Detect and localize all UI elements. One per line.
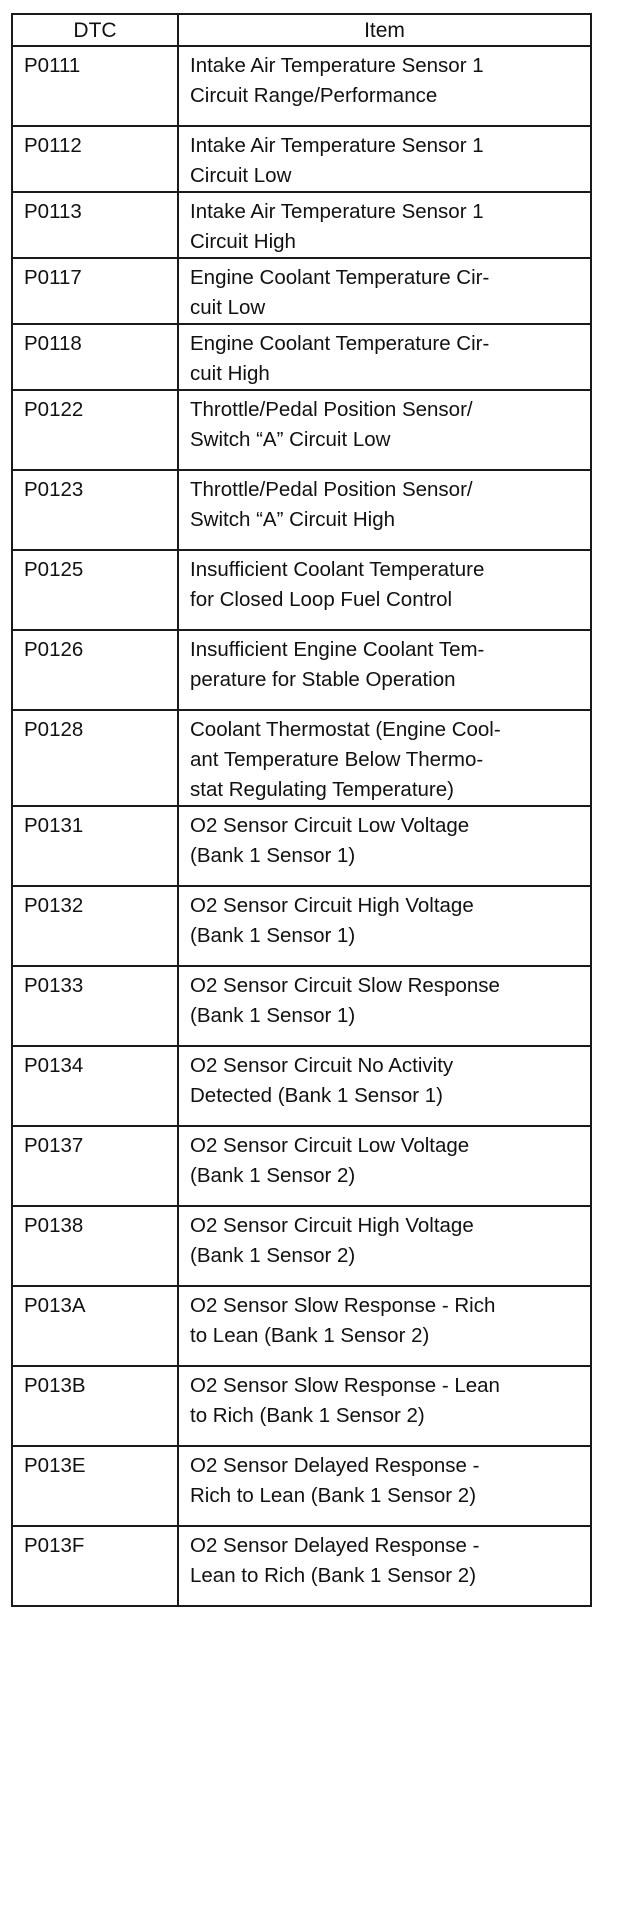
dtc-description [178, 1126, 591, 1206]
dtc-description [178, 966, 591, 1046]
description-line: Circuit High [190, 230, 296, 253]
dtc-code: P0138 [12, 1206, 178, 1286]
table-row [12, 1526, 591, 1606]
description-line: (Bank 1 Sensor 2) [190, 1164, 356, 1187]
description-line: Detected (Bank 1 Sensor 1) [190, 1084, 443, 1107]
dtc-description [178, 1446, 591, 1526]
dtc-code: P013F [12, 1526, 178, 1606]
dtc-code: P0125 [12, 550, 178, 630]
dtc-description [178, 550, 591, 630]
table-row [12, 126, 591, 192]
table-header-row [12, 14, 591, 46]
description-line: stat Regulating Temperature) [190, 778, 454, 801]
table-row [12, 886, 591, 966]
table-row [12, 192, 591, 258]
dtc-description [178, 1526, 591, 1606]
description-line: Insufficient Engine Coolant Tem- [190, 638, 485, 661]
description-line: Throttle/Pedal Position Sensor/ [190, 398, 473, 421]
dtc-description [178, 46, 591, 126]
dtc-code: P0123 [12, 470, 178, 550]
table-row [12, 806, 591, 886]
description-line: Switch “A” Circuit Low [190, 428, 391, 451]
dtc-table [11, 13, 592, 1607]
dtc-description [178, 126, 591, 192]
description-line: O2 Sensor Circuit No Activity [190, 1054, 454, 1077]
dtc-code: P0113 [12, 192, 178, 258]
dtc-description [178, 192, 591, 258]
description-line: perature for Stable Operation [190, 668, 456, 691]
table-row [12, 470, 591, 550]
description-line: (Bank 1 Sensor 1) [190, 844, 356, 867]
description-line: O2 Sensor Circuit Low Voltage [190, 814, 470, 837]
description-line: O2 Sensor Circuit High Voltage [190, 1214, 474, 1237]
dtc-code: P013E [12, 1446, 178, 1526]
table-row [12, 258, 591, 324]
dtc-code: P0133 [12, 966, 178, 1046]
dtc-description [178, 470, 591, 550]
dtc-code: P0128 [12, 710, 178, 806]
table-row [12, 1446, 591, 1526]
item-column-header: Item [178, 14, 591, 46]
dtc-code: P0118 [12, 324, 178, 390]
description-line: Rich to Lean (Bank 1 Sensor 2) [190, 1484, 477, 1507]
dtc-description [178, 1286, 591, 1366]
description-line: for Closed Loop Fuel Control [190, 588, 453, 611]
description-line: O2 Sensor Slow Response - Lean [190, 1374, 500, 1397]
dtc-code: P013A [12, 1286, 178, 1366]
table-row [12, 1206, 591, 1286]
description-line: O2 Sensor Delayed Response - [190, 1454, 480, 1477]
dtc-description [178, 1046, 591, 1126]
dtc-description [178, 1366, 591, 1446]
description-line: Insufficient Coolant Temperature [190, 558, 485, 581]
description-line: Coolant Thermostat (Engine Cool- [190, 718, 501, 741]
dtc-description [178, 1206, 591, 1286]
description-line: Circuit Range/Performance [190, 84, 438, 107]
table-row [12, 710, 591, 806]
description-line: O2 Sensor Slow Response - Rich [190, 1294, 496, 1317]
table-row [12, 390, 591, 470]
dtc-code: P0117 [12, 258, 178, 324]
dtc-description [178, 390, 591, 470]
table-row [12, 550, 591, 630]
description-line: Engine Coolant Temperature Cir- [190, 266, 490, 289]
description-line: O2 Sensor Delayed Response - [190, 1534, 480, 1557]
dtc-description [178, 806, 591, 886]
description-line: Intake Air Temperature Sensor 1 [190, 54, 484, 77]
table-row [12, 630, 591, 710]
dtc-description [178, 258, 591, 324]
dtc-code: P0137 [12, 1126, 178, 1206]
description-line: to Lean (Bank 1 Sensor 2) [190, 1324, 430, 1347]
dtc-code: P0122 [12, 390, 178, 470]
dtc-column-header: DTC [12, 14, 178, 46]
description-line: (Bank 1 Sensor 2) [190, 1244, 356, 1267]
description-line: to Rich (Bank 1 Sensor 2) [190, 1404, 425, 1427]
table-row [12, 1366, 591, 1446]
description-line: Circuit Low [190, 164, 292, 187]
dtc-code: P013B [12, 1366, 178, 1446]
table-row [12, 1286, 591, 1366]
description-line: Intake Air Temperature Sensor 1 [190, 134, 484, 157]
description-line: Switch “A” Circuit High [190, 508, 396, 531]
dtc-code: P0132 [12, 886, 178, 966]
dtc-code: P0131 [12, 806, 178, 886]
description-line: cuit High [190, 362, 270, 385]
table-row [12, 966, 591, 1046]
dtc-description [178, 324, 591, 390]
table-row [12, 324, 591, 390]
description-line: cuit Low [190, 296, 266, 319]
description-line: Throttle/Pedal Position Sensor/ [190, 478, 473, 501]
description-line: Engine Coolant Temperature Cir- [190, 332, 490, 355]
dtc-description [178, 630, 591, 710]
description-line: Intake Air Temperature Sensor 1 [190, 200, 484, 223]
description-line: (Bank 1 Sensor 1) [190, 924, 356, 947]
description-line: Lean to Rich (Bank 1 Sensor 2) [190, 1564, 477, 1587]
description-line: O2 Sensor Circuit Slow Response [190, 974, 500, 997]
dtc-code: P0126 [12, 630, 178, 710]
dtc-code: P0111 [12, 46, 178, 126]
table-row [12, 1126, 591, 1206]
dtc-description [178, 886, 591, 966]
table-row [12, 1046, 591, 1126]
description-line: (Bank 1 Sensor 1) [190, 1004, 356, 1027]
table-row [12, 46, 591, 126]
dtc-description [178, 710, 591, 806]
description-line: O2 Sensor Circuit High Voltage [190, 894, 474, 917]
description-line: ant Temperature Below Thermo- [190, 748, 484, 771]
dtc-code: P0112 [12, 126, 178, 192]
dtc-code: P0134 [12, 1046, 178, 1126]
description-line: O2 Sensor Circuit Low Voltage [190, 1134, 470, 1157]
table-body [12, 46, 591, 1606]
